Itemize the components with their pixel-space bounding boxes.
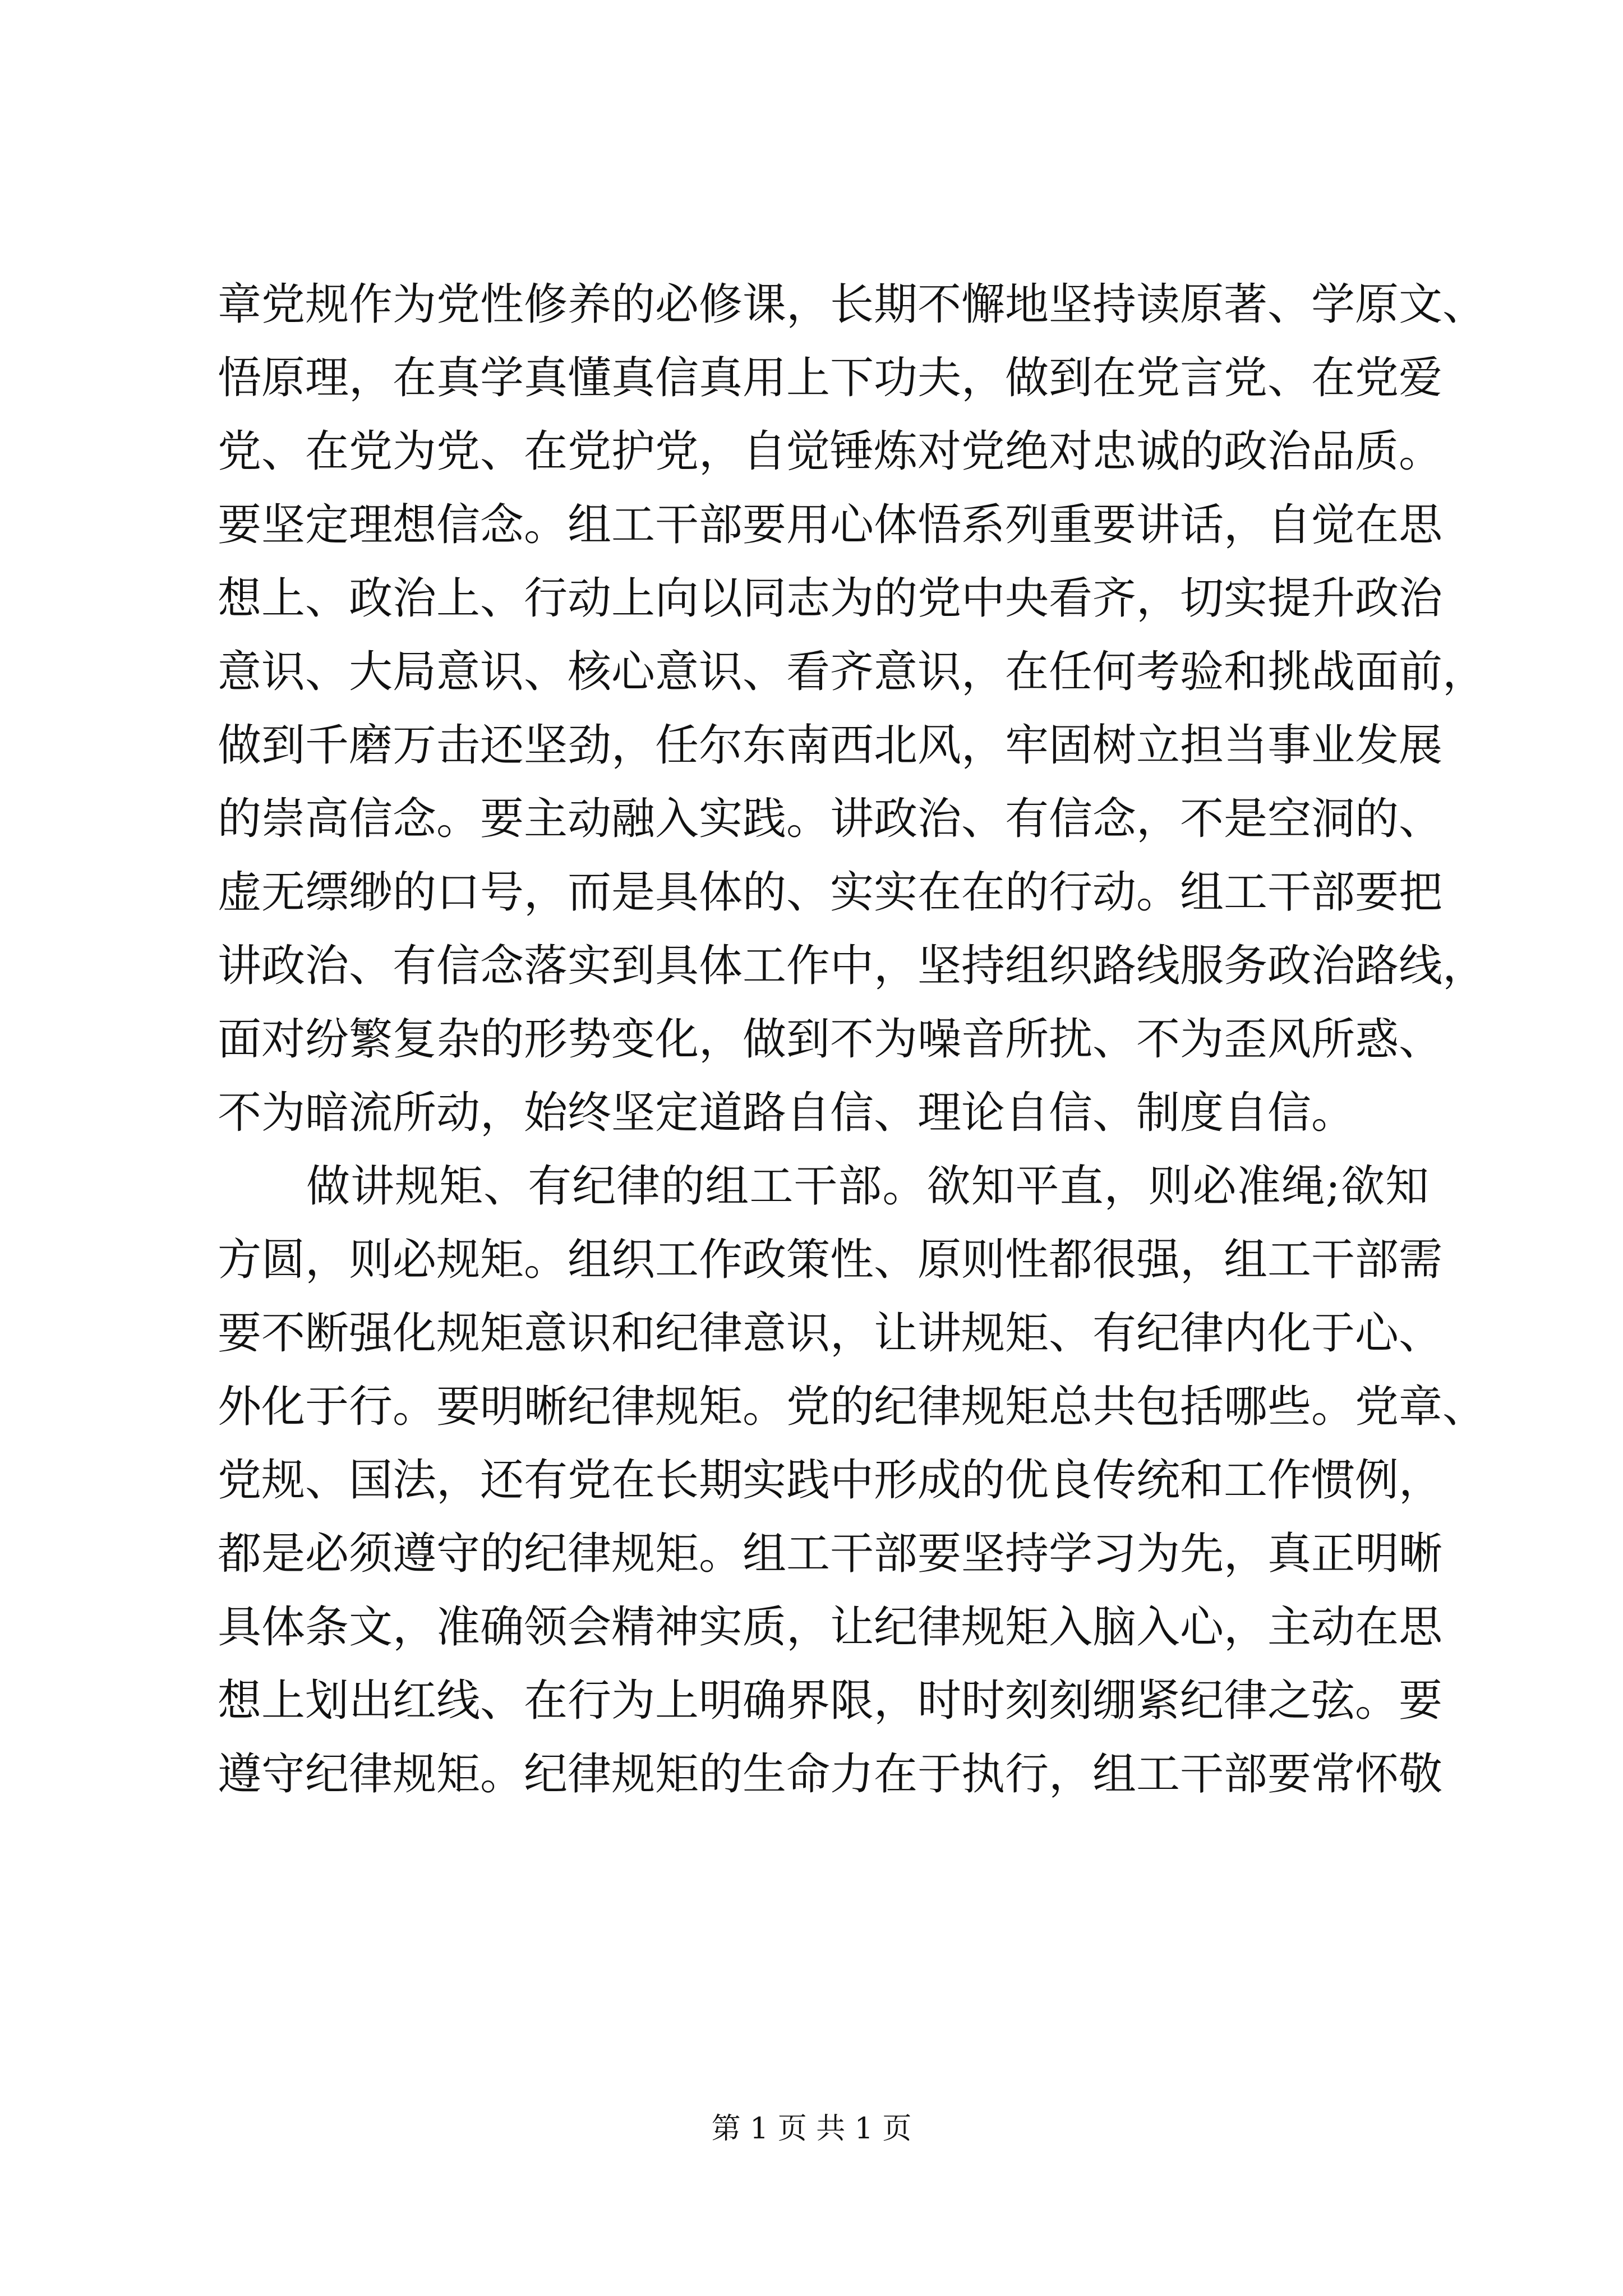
text-line: 方圆，则必规矩。组织工作政策性、原则性都很强，组工干部需 xyxy=(218,1235,1443,1285)
text-line: 具体条文，准确领会精神实质，让纪律规矩入脑入心，主动在思 xyxy=(218,1602,1443,1653)
text-line: 面对纷繁复杂的形势变化，做到不为噪音所扰、不为歪风所惑、 xyxy=(218,1014,1443,1065)
text-line: 党规、国法，还有党在长期实践中形成的优良传统和工作惯例， xyxy=(218,1455,1443,1506)
text-line: 要不断强化规矩意识和纪律意识，让讲规矩、有纪律内化于心、 xyxy=(218,1308,1443,1359)
page-number: 第 1 页 共 1 页 xyxy=(711,2112,912,2146)
page-footer xyxy=(0,2109,1623,2148)
text-line: 想上、政治上、行动上向以同志为的党中央看齐，切实提升政治 xyxy=(218,573,1443,624)
text-line: 讲政治、有信念落实到具体工作中，坚持组织路线服务政治路线， xyxy=(218,941,1487,991)
text-line: 虚无缥缈的口号，而是具体的、实实在在的行动。组工干部要把 xyxy=(218,867,1443,918)
text-line: 做到千磨万击还坚劲，任尔东南西北风，牢固树立担当事业发展 xyxy=(218,720,1443,771)
document-body xyxy=(218,268,1487,1811)
text-line: 章党规作为党性修养的必修课，长期不懈地坚持读原著、学原文、 xyxy=(218,279,1487,330)
paragraph-first-line: 做讲规矩、有纪律的组工干部。欲知平直，则必准绳;欲知 xyxy=(218,1161,1429,1212)
text-line: 的崇高信念。要主动融入实践。讲政治、有信念，不是空洞的、 xyxy=(218,794,1443,844)
text-line: 党、在党为党、在党护党，自觉锤炼对党绝对忠诚的政治品质。 xyxy=(218,426,1443,477)
text-line: 想上划出红线、在行为上明确界限，时时刻刻绷紧纪律之弦。要 xyxy=(218,1676,1443,1726)
text-line: 意识、大局意识、核心意识、看齐意识，在任何考验和挑战面前， xyxy=(218,647,1487,697)
text-line: 都是必须遵守的纪律规矩。组工干部要坚持学习为先，真正明晰 xyxy=(218,1529,1443,1579)
text-line: 遵守纪律规矩。纪律规矩的生命力在于执行，组工干部要常怀敬 xyxy=(218,1749,1443,1800)
paragraph-end-line: 不为暗流所动，始终坚定道路自信、理论自信、制度自信。 xyxy=(218,1088,1355,1138)
text-line: 悟原理，在真学真懂真信真用上下功夫，做到在党言党、在党爱 xyxy=(218,353,1443,403)
text-line: 要坚定理想信念。组工干部要用心体悟系列重要讲话，自觉在思 xyxy=(218,500,1443,550)
text-line: 外化于行。要明晰纪律规矩。党的纪律规矩总共包括哪些。党章、 xyxy=(218,1382,1487,1432)
